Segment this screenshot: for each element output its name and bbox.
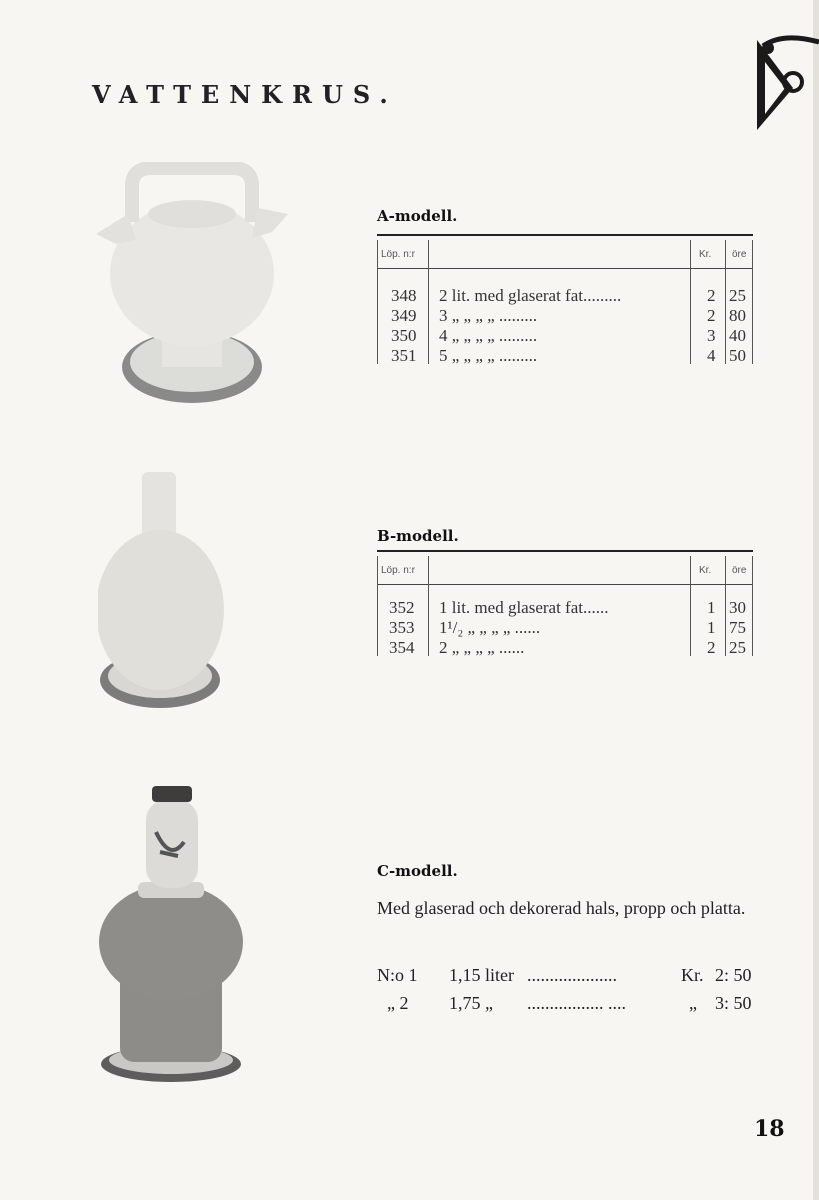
- c-row-size: 1,15 liter: [449, 965, 514, 985]
- c-row-label: N:o 1: [377, 965, 418, 985]
- row-ore: 25: [729, 638, 746, 657]
- table-row: [377, 286, 753, 306]
- header-kr: Kr.: [699, 249, 712, 260]
- b-model-table: [377, 550, 753, 658]
- c-row-dots: ....................: [527, 965, 617, 985]
- row-kr: 2: [707, 286, 716, 305]
- c-model-description: Med glaserad och dekorerad hals, propp och platta.: [377, 898, 746, 918]
- row-ore: 50: [729, 346, 746, 365]
- c-row-dots: ................. ....: [527, 993, 626, 1013]
- table-header: [377, 240, 753, 269]
- jug-b-photo: [98, 470, 232, 714]
- row-nr: 351: [391, 346, 417, 365]
- header-nr: Löp. n:r: [381, 565, 415, 576]
- table-row: [377, 618, 753, 638]
- table-top-rule: [377, 550, 753, 552]
- row-nr: 353: [389, 618, 415, 637]
- row-ore: 25: [729, 286, 746, 305]
- a-model-table: [377, 234, 753, 366]
- row-desc: 2 lit. med glaserat fat.........: [439, 286, 622, 305]
- header-kr: Kr.: [699, 565, 712, 576]
- header-nr: Löp. n:r: [381, 249, 415, 260]
- row-kr: 2: [707, 306, 716, 325]
- row-nr: 348: [391, 286, 417, 305]
- table-header: [377, 556, 753, 585]
- row-ore: 80: [729, 306, 746, 325]
- row-nr: 352: [389, 598, 415, 617]
- header-ore: öre: [732, 249, 747, 260]
- b-model-heading: B-modell.: [377, 527, 459, 545]
- table-row: [377, 598, 753, 618]
- row-kr: 1: [707, 598, 716, 617]
- row-kr: 1: [707, 618, 716, 637]
- row-kr: 2: [707, 638, 716, 657]
- c-row-price: 2: 50: [715, 965, 752, 985]
- page-edge: [813, 0, 819, 1200]
- page-title: VATTENKRUS.: [92, 80, 398, 109]
- table-top-rule: [377, 234, 753, 236]
- row-nr: 349: [391, 306, 417, 325]
- row-desc: 1¹/₂ „ „ „ „ ......: [439, 618, 541, 637]
- c-row-price: 3: 50: [715, 993, 752, 1013]
- row-kr: 4: [707, 346, 716, 365]
- row-ore: 40: [729, 326, 746, 345]
- table-row: [377, 306, 753, 326]
- jug-c-photo: [98, 782, 244, 1084]
- c-row-size: 1,75 „: [449, 993, 493, 1013]
- jug-a-photo: [92, 162, 302, 408]
- row-ore: 30: [729, 598, 746, 617]
- c-row-kr: „: [689, 993, 697, 1013]
- row-desc: 4 „ „ „ „ .........: [439, 326, 538, 345]
- table-row: [377, 346, 753, 366]
- c-model-heading: C-modell.: [377, 862, 458, 880]
- c-row-kr: Kr.: [681, 965, 704, 985]
- c-row-label: „ 2: [387, 993, 409, 1013]
- table-row: [377, 638, 753, 658]
- row-desc: 5 „ „ „ „ .........: [439, 346, 538, 365]
- a-model-heading: A-modell.: [377, 207, 458, 225]
- table-row: [377, 326, 753, 346]
- row-desc: 3 „ „ „ „ .........: [439, 306, 538, 325]
- brand-logo: [753, 32, 819, 132]
- row-kr: 3: [707, 326, 716, 345]
- row-ore: 75: [729, 618, 746, 637]
- page-number: 18: [754, 1116, 785, 1142]
- row-nr: 350: [391, 326, 417, 345]
- row-desc: 1 lit. med glaserat fat......: [439, 598, 609, 617]
- header-ore: öre: [732, 565, 747, 576]
- row-desc: 2 „ „ „ „ ......: [439, 638, 525, 657]
- row-nr: 354: [389, 638, 415, 657]
